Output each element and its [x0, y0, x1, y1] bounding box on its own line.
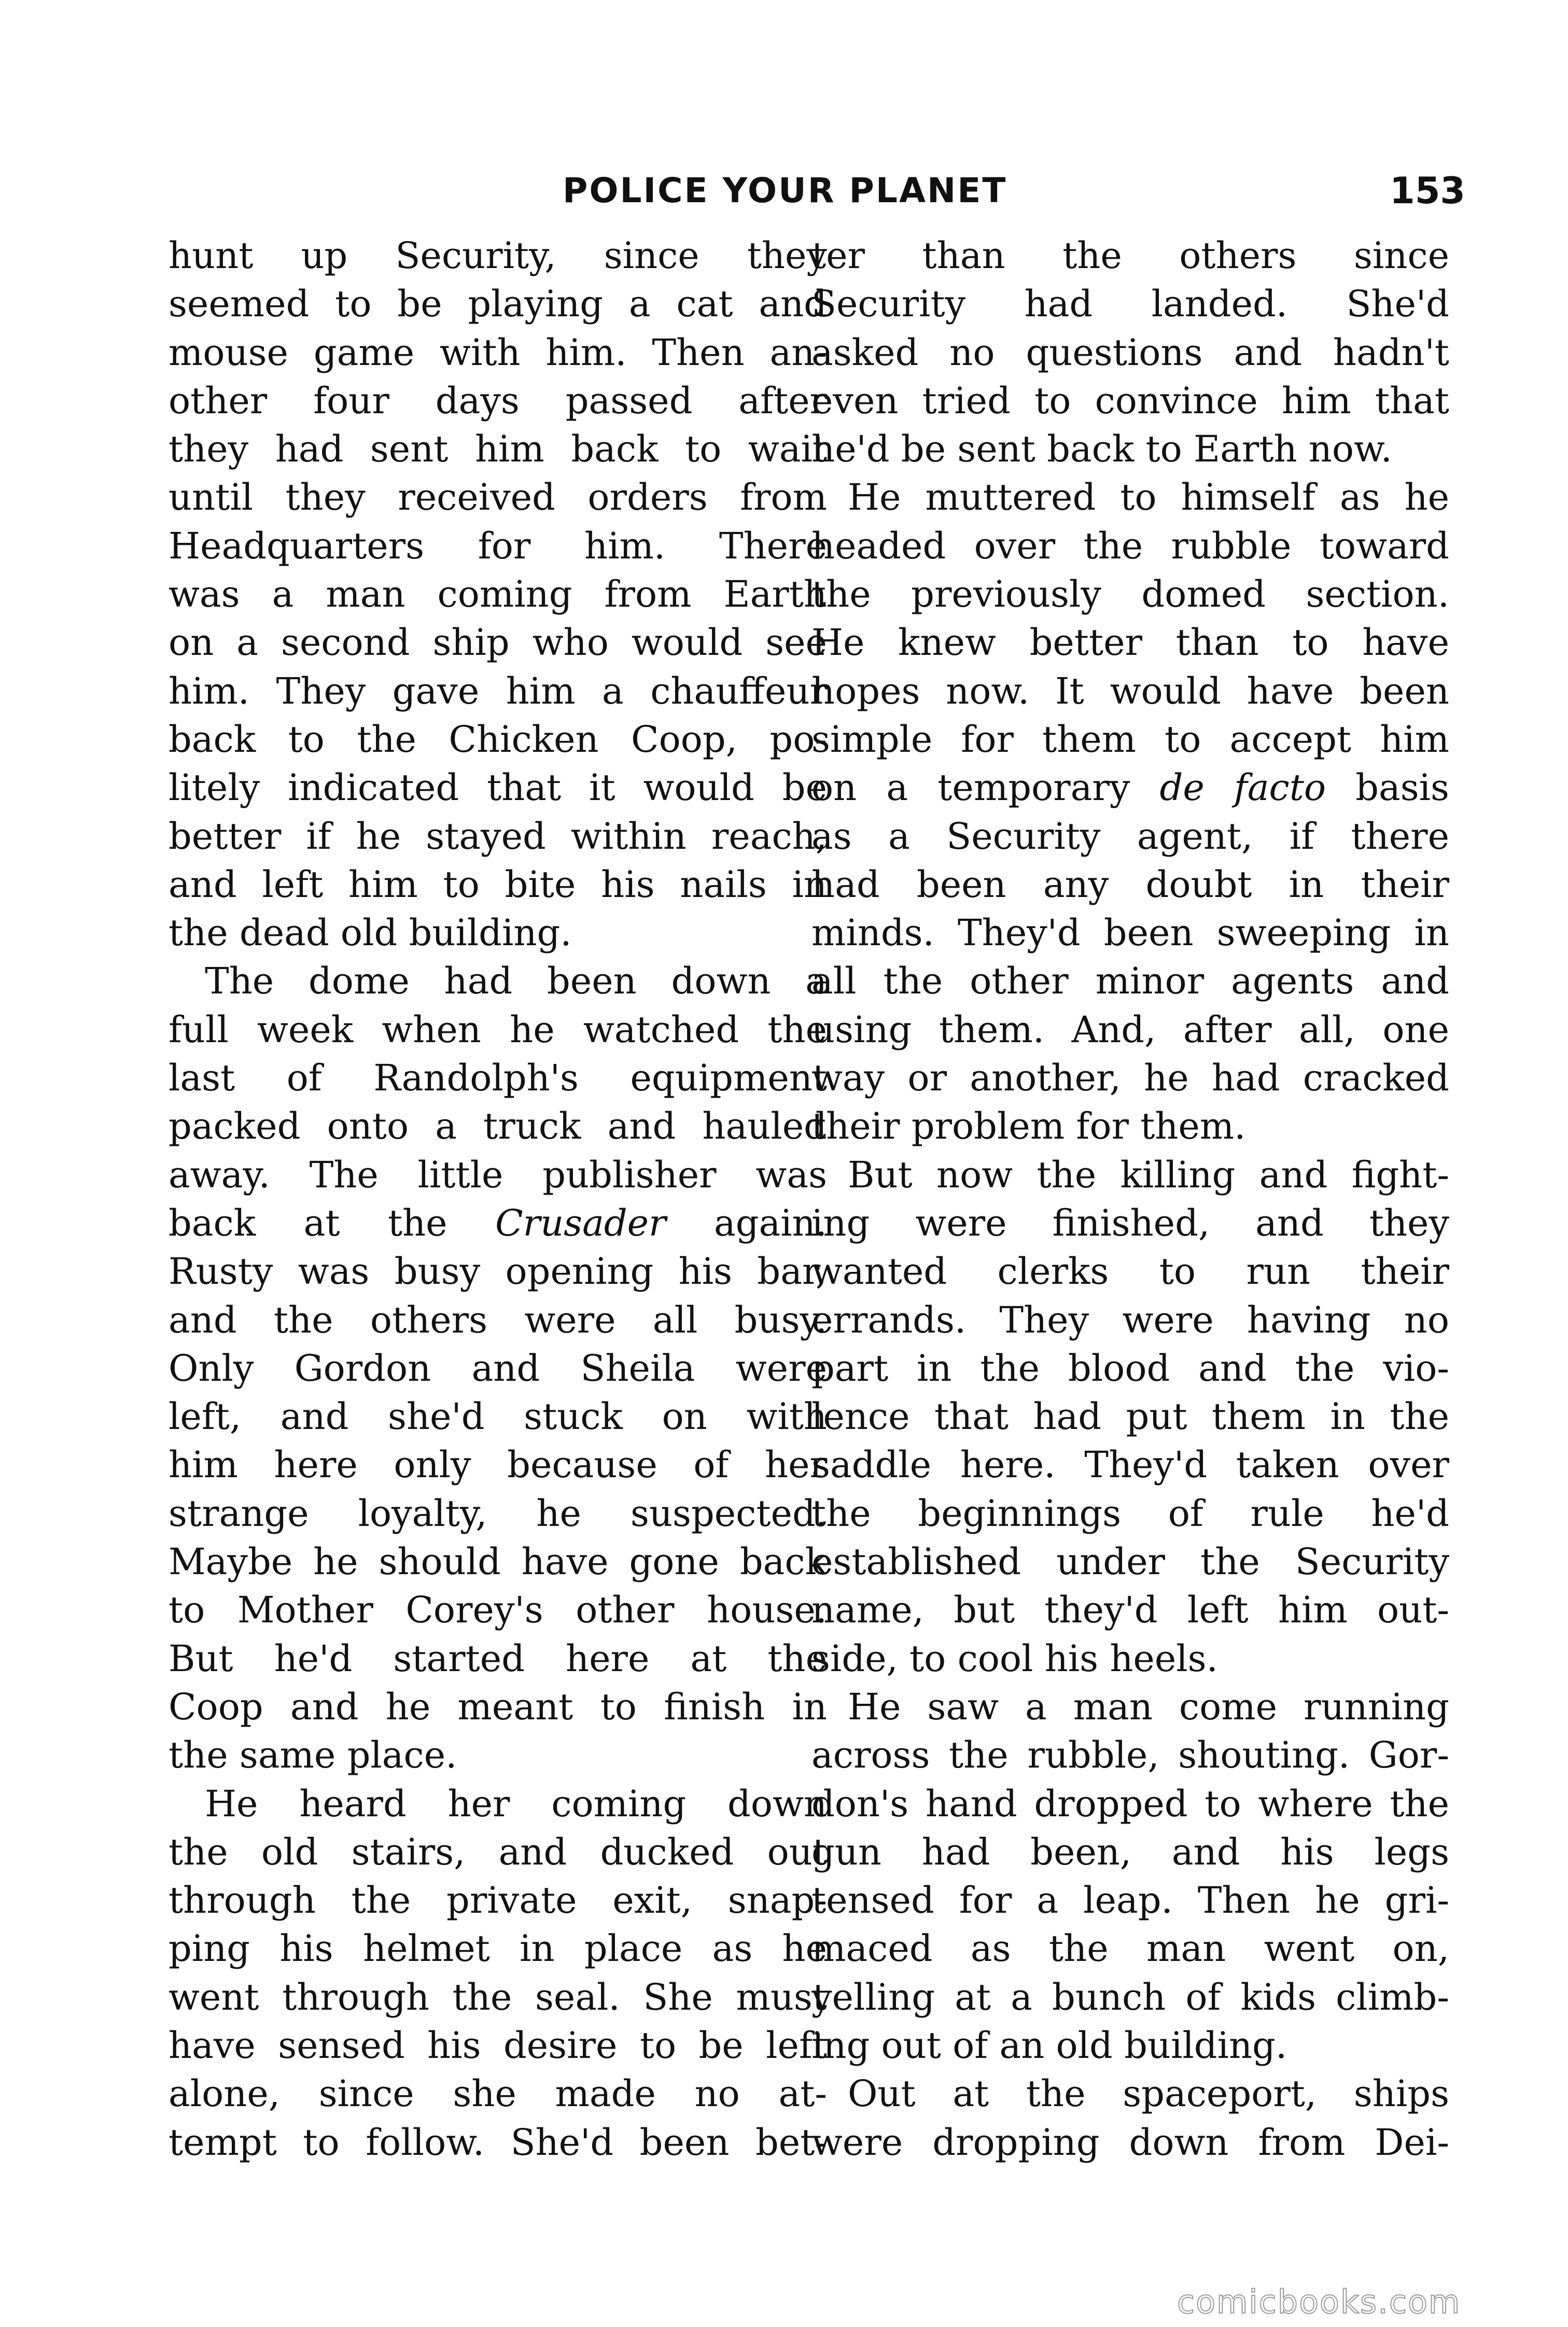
page-number: 153 [1390, 170, 1466, 212]
text-line: him. They gave him a chauffeur [169, 669, 827, 712]
text-line: better if he stayed within reach, [169, 815, 827, 858]
text-segment: on a temporary [811, 766, 1130, 809]
text-line: went through the seal. She must [169, 1975, 827, 2018]
text-line: ping his helmet in place as he [169, 1927, 827, 1970]
text-line: hunt up Security, since they [169, 234, 827, 277]
text-line: were dropping down from Dei- [811, 2121, 1449, 2164]
text-line: Headquarters for him. There [169, 524, 827, 567]
text-line: mouse game with him. Then an- [169, 331, 827, 374]
text-line: even tried to convince him that [811, 379, 1449, 422]
text-line: all the other minor agents and [811, 960, 1449, 1003]
text-line: Coop and he meant to finish in [169, 1685, 827, 1728]
paragraph-start-line: He saw a man come running [848, 1685, 1449, 1728]
text-line: packed onto a truck and hauled [169, 1105, 827, 1148]
text-line: and left him to bite his nails in [169, 863, 827, 906]
text-line: Rusty was busy opening his bar, [169, 1250, 827, 1293]
italic-phrase: de facto [1159, 766, 1326, 809]
text-line: back to the Chicken Coop, po- [169, 718, 827, 761]
text-line: the beginnings of rule he'd [811, 1492, 1449, 1535]
paragraph-end-line: their problem for them. [811, 1105, 1246, 1148]
text-line: have sensed his desire to be left [169, 2024, 827, 2067]
text-line: across the rubble, shouting. Gor- [811, 1734, 1449, 1777]
paragraph-end-line: the dead old building. [169, 912, 572, 955]
text-line: He knew better than to have [811, 621, 1449, 664]
text-line: using them. And, after all, one [811, 1008, 1449, 1051]
text-line: headed over the rubble toward [811, 524, 1449, 567]
text-line: they had sent him back to wait [169, 428, 827, 471]
text-line: alone, since she made no at- [169, 2072, 827, 2115]
text-line: Only Gordon and Sheila were [169, 1347, 827, 1390]
text-line-with-italic [169, 1199, 827, 1247]
text-line: errands. They were having no [811, 1298, 1449, 1341]
paragraph-start-line: The dome had been down a [205, 960, 827, 1003]
paragraph-end-line: the same place. [169, 1734, 457, 1777]
text-line: tensed for a leap. Then he gri- [811, 1879, 1449, 1922]
paragraph-end-line: ing out of an old building. [811, 2024, 1287, 2067]
text-segment: back at the [169, 1201, 447, 1244]
italic-title: Crusader [495, 1201, 666, 1244]
paragraph-end-line: he'd be sent back to Earth now. [811, 428, 1392, 471]
text-line: and the others were all busy. [169, 1298, 827, 1341]
text-line: left, and she'd stuck on with [169, 1395, 827, 1438]
text-line: part in the blood and the vio- [811, 1347, 1449, 1390]
text-line: Maybe he should have gone back [169, 1540, 827, 1583]
text-line: asked no questions and hadn't [811, 331, 1449, 374]
text-line: other four days passed after [169, 379, 827, 422]
text-line: on a second ship who would see [169, 621, 827, 664]
paragraph-start-line: He muttered to himself as he [848, 476, 1449, 519]
text-line: way or another, he had cracked [811, 1057, 1449, 1100]
paragraph-start-line: He heard her coming down [205, 1782, 827, 1825]
text-segment: basis [1355, 766, 1449, 809]
paragraph-start-line: But now the killing and fight- [848, 1153, 1449, 1196]
text-line: established under the Security [811, 1540, 1449, 1583]
text-line: had been any doubt in their [811, 863, 1449, 906]
site-watermark: comicbooks.com [1177, 2283, 1461, 2321]
text-line: full week when he watched the [169, 1008, 827, 1051]
text-line: But he'd started here at the [169, 1637, 827, 1680]
text-line: away. The little publisher was [169, 1153, 827, 1196]
text-line: lence that had put them in the [811, 1395, 1449, 1438]
text-line: last of Randolph's equipment [169, 1057, 827, 1100]
text-line: yelling at a bunch of kids climb- [811, 1975, 1449, 2018]
text-line: gun had been, and his legs [811, 1830, 1449, 1873]
text-line: litely indicated that it would be [169, 766, 827, 809]
text-line: simple for them to accept him [811, 718, 1449, 761]
text-line: name, but they'd left him out- [811, 1589, 1449, 1632]
text-line: don's hand dropped to where the [811, 1782, 1449, 1825]
right-text-column [811, 232, 1449, 2167]
text-line: hopes now. It would have been [811, 669, 1449, 712]
text-line: through the private exit, snap- [169, 1879, 827, 1922]
text-line: saddle here. They'd taken over [811, 1443, 1449, 1487]
paragraph-end-line: side, to cool his heels. [811, 1637, 1218, 1680]
text-line: maced as the man went on, [811, 1927, 1449, 1970]
text-line: as a Security agent, if there [811, 815, 1449, 858]
left-text-column [169, 232, 827, 2167]
running-title: POLICE YOUR PLANET [563, 171, 1007, 211]
text-line-with-italic [811, 764, 1449, 812]
text-line: ter than the others since [811, 234, 1449, 277]
text-line: tempt to follow. She'd been bet- [169, 2121, 827, 2164]
text-line: minds. They'd been sweeping in [811, 912, 1449, 955]
text-line: strange loyalty, he suspected. [169, 1492, 827, 1535]
text-line: was a man coming from Earth [169, 573, 827, 616]
text-line: wanted clerks to run their [811, 1250, 1449, 1293]
text-line: seemed to be playing a cat and [169, 283, 827, 326]
running-head [0, 165, 1568, 217]
text-line: to Mother Corey's other house. [169, 1589, 827, 1632]
text-line: ing were finished, and they [811, 1201, 1449, 1244]
text-line: him here only because of her [169, 1443, 827, 1487]
text-line: the old stairs, and ducked out [169, 1830, 827, 1873]
text-line: until they received orders from [169, 476, 827, 519]
text-segment: again. [714, 1201, 827, 1244]
paragraph-start-line: Out at the spaceport, ships [848, 2072, 1449, 2115]
text-line: Security had landed. She'd [811, 283, 1449, 326]
text-line: the previously domed section. [811, 573, 1449, 616]
